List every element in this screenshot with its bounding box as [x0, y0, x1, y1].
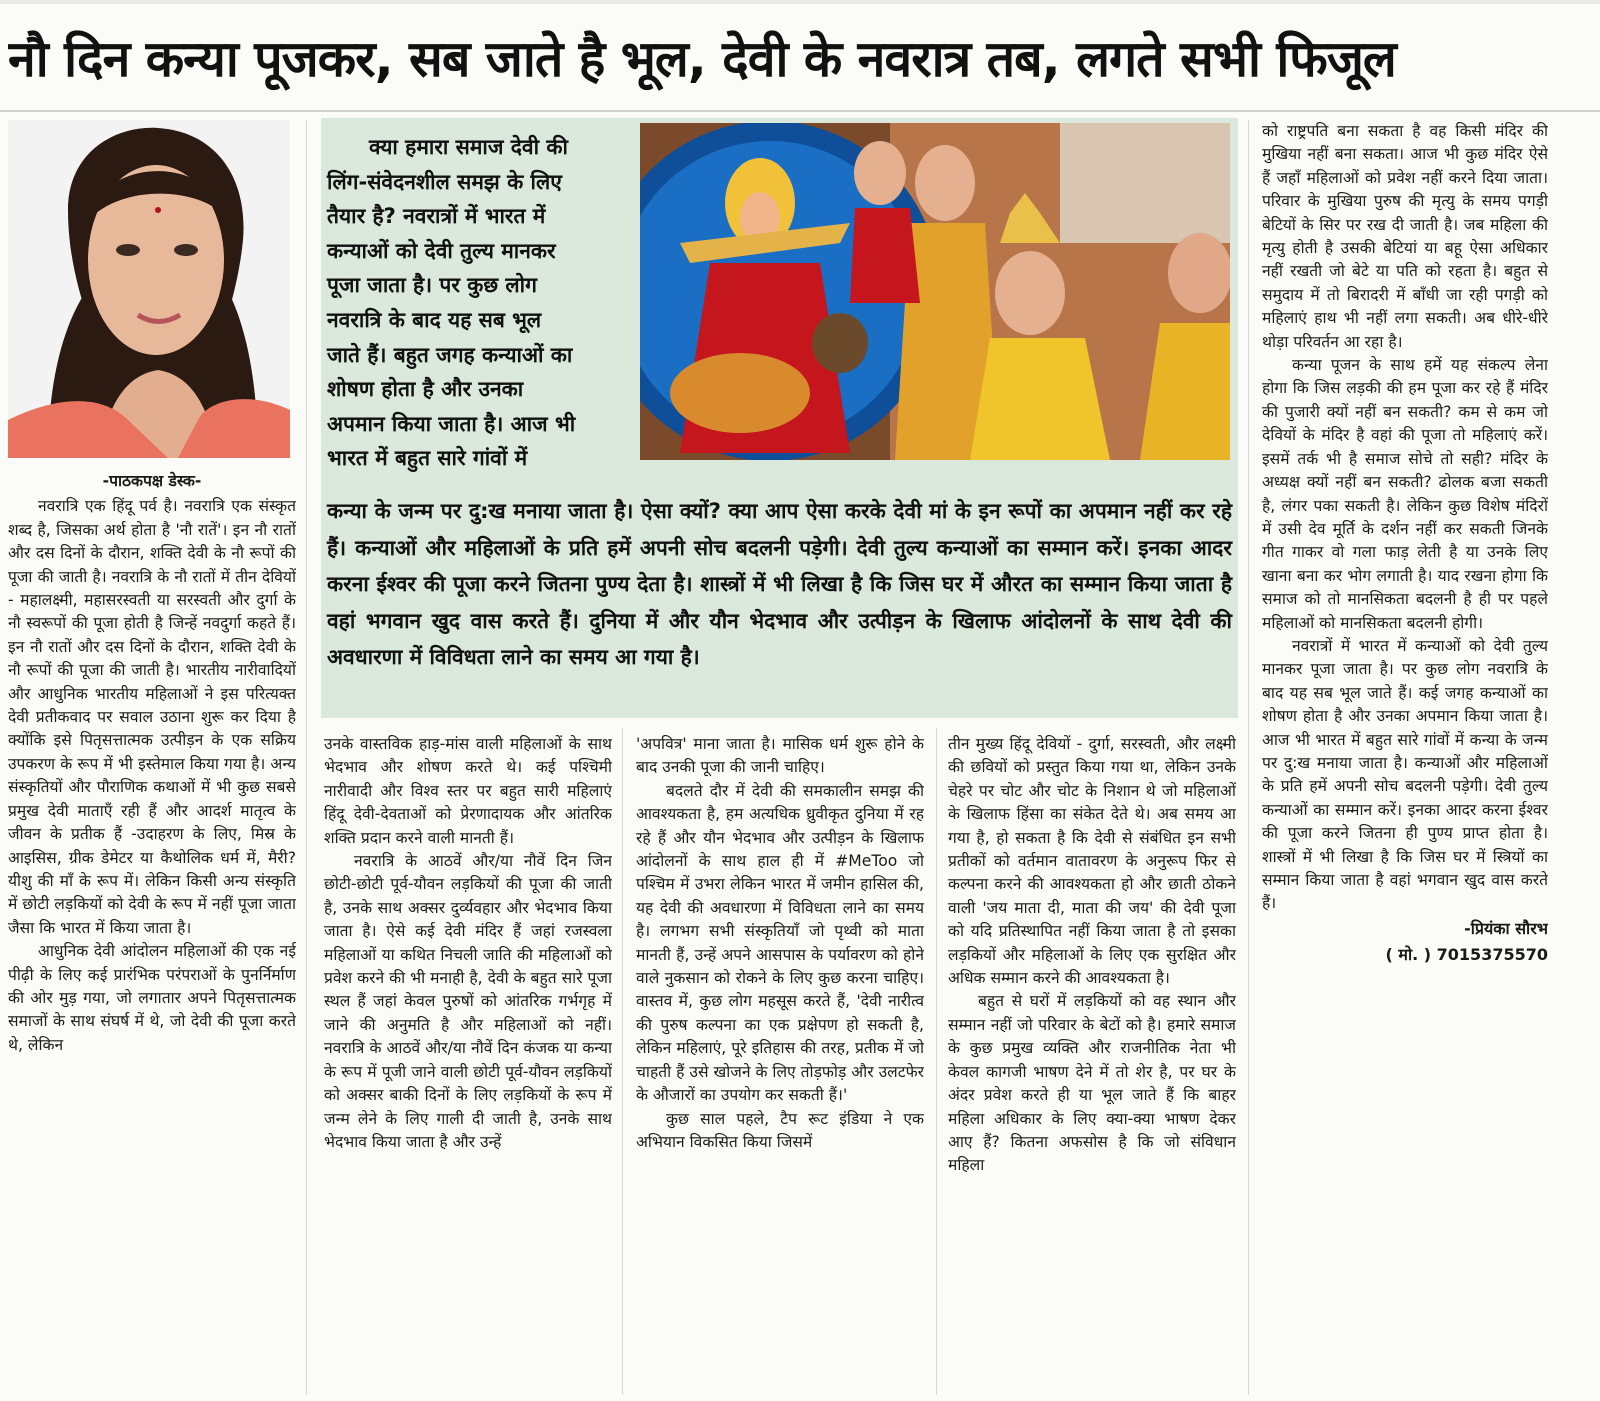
col3-paragraph: 'अपवित्र' माना जाता है। मासिक धर्म शुरू होने के बाद उनकी पूजा की जानी चाहिए।: [636, 735, 924, 777]
highlight-line: नवरात्रि के बाद यह सब भूल: [327, 307, 542, 332]
highlight-line: कन्याओं को देवी तुल्य मानकर: [327, 238, 556, 263]
col3-paragraph: कुछ साल पहले, टैप रूट इंडिया ने एक अभियान विकसित किया जिसमें: [636, 1109, 924, 1151]
col5-paragraph: कन्या पूजन के साथ हमें यह संकल्प लेना होगा कि जिस लड़की की हम पूजा कर रहे हैं मंदिर की पुजारी क्यों नहीं बन सकती? कम से कम जो देवियों के मंदिर है वहां की पूजा तो महिलाएं करें। इसमें तर्क भी है समाज सोचे तो सही? मंदिर के अध्यक्ष क्यों नहीं बन सकती? ढोलक बजा सकती है, लंगर पका सकती है। लेकिन कुछ विशेष मंदिरों में उसी देव मूर्ति के दर्शन नहीं कर सकती जिनके गीत गाकर वो गला फाड़ लेती है या उनके लिए खाना बना कर भोग लगाती है। याद रखना होगा कि समाज को तो मानसिकता बदलनी है ही पर पहले महिलाओं को मानसिकता बदलनी होगी।: [1262, 356, 1548, 632]
col4-paragraph: तीन मुख्य हिंदू देवियों - दुर्गा, सरस्वती, और लक्ष्मी की छवियों को प्रस्तुत किया गया था, लेकिन उनके चेहरे पर चोट और चोट के निशान थे जो महिलाओं के खिलाफ हिंसा का संकेत देते थे। अब समय आ गया है, हो सकता है कि देवी से संबंधित इन सभी प्रतीकों को वर्तमान वातावरण के अनुरूप फिर से कल्पना करने की आवश्यकता हो और छाती ठोकने वाली 'जय माता दी, माता की जय' की देवी पूजा को यदि प्रतिस्थापित नहीं किया जाता है तो इसका लड़कियों और महिलाओं के लिए एक सुरक्षित और अधिक सम्मान करने की आवश्यकता है।: [948, 735, 1236, 988]
durga-kanya-photo: [640, 123, 1230, 460]
column-divider: [622, 728, 623, 1395]
column-2: [324, 733, 612, 1395]
highlight-intro: [327, 130, 637, 476]
highlight-line: पूजा जाता है। पर कुछ लोग: [327, 273, 537, 298]
column-5: [1262, 120, 1548, 1395]
highlight-line: शोषण होता है और उनका: [327, 377, 524, 402]
col1-paragraph: नवरात्रि एक हिंदू पर्व है। नवरात्रि एक संस्कृत शब्द है, जिसका अर्थ होता है 'नौ रातें'। इन नौ रातों और दस दिनों के दौरान, शक्ति देवी के नौ रूपों की पूजा की जाती है। नवरात्रि के नौ रातों में तीन देवियों - महालक्ष्मी, महासरस्वती या सरस्वती और दुर्गा के नौ स्वरूपों की पूजा होती है जिन्हें नवदुर्गा कहते हैं। इन नौ रातों और दस दिनों के दौरान, शक्ति देवी के नौ रूपों की पूजा की जाती है। भारतीय नारीवादियों और आधुनिक भारतीय महिलाओं ने इस परित्यक्त देवी प्रतीकवाद पर सवाल उठाना शुरू कर दिया है क्योंकि इसे पितृसत्तात्मक उत्पीड़न के एक सक्रिय उपकरण के रूप में भी इस्तेमाल किया गया है। अन्य संस्कृतियों और पौराणिक कथाओं में भी कुछ सबसे प्रमुख देवी माताएँ रही हैं और आदर्श मातृत्व के जीवन के प्रतीक हैं -उदाहरण के लिए, मिस्र के आइसिस, ग्रीक डेमेटर या कैथोलिक धर्म में, मैरी? यीशु की माँ के रूप में। लेकिन किसी अन्य संस्कृति में छोटी लड़कियों को देवी के रूप में नहीं पूजा जाता जैसा कि भारत में किया जाता है।: [8, 497, 296, 937]
author-photo: [8, 120, 290, 458]
col2-paragraph: नवरात्रि के आठवें और/या नौवें दिन जिन छोटी-छोटी पूर्व-यौवन लड़कियों की पूजा की जाती है, उनके साथ अक्सर दुर्व्यवहार और भेदभाव किया जाता है। ऐसे कई देवी मंदिर हैं जहां रजस्वला महिलाओं या कथित निचली जाति की महिलाओं को प्रवेश करने की भी मनाही है, देवी के बहुत सारे पूजा स्थल हैं जहां केवल पुरुषों को आंतरिक गर्भगृह में जाने की अनुमति है और महिलाओं को नहीं। नवरात्रि के आठवें और/या नौवें दिन कंजक या कन्या के रूप में पूजी जाने वाली छोटी पूर्व-यौवन लड़कियों को अक्सर बाकी दिनों के लिए लड़कियों के रूप में जन्म लेने के लिए गाली दी जाती है, उनके साथ भेदभाव किया जाता है और उन्हें: [324, 852, 612, 1151]
highlight-line: तैयार है? नवरात्रों में भारत में: [327, 204, 546, 229]
column-divider: [936, 728, 937, 1395]
highlight-line: क्या हमारा समाज देवी की: [369, 135, 568, 159]
col1-paragraph: आधुनिक देवी आंदोलन महिलाओं की एक नई पीढ़ी के लिए कई प्रारंभिक परंपराओं के पुनर्निर्माण की ओर मुड़ गया, जो लगातार अपने पितृसत्तात्मक समाजों के साथ संघर्ष में थे, जो देवी की पूजा करते थे, लेकिन: [8, 942, 296, 1054]
col4-paragraph: बहुत से घरों में लड़कियों को वह स्थान और सम्मान नहीं जो परिवार के बेटों को है। हमारे समाज के कुछ प्रमुख व्यक्ति और राजनीतिक नेता भी केवल कागजी भाषण देने में तो शेर है, पर घर के अंदर प्रवेश करते ही या भूल जाते हैं कि बाहर महिला अधिकार के लिए क्या-क्या भाषण देकर आए हैं? कितना अफसोस है कि जो संविधान महिला: [948, 992, 1236, 1175]
highlight-line: अपमान किया जाता है। आज भी: [327, 411, 576, 436]
highlight-line: भारत में बहुत सारे गांवों में: [327, 446, 528, 471]
col2-paragraph: उनके वास्तविक हाड़-मांस वाली महिलाओं के साथ भेदभाव और शोषण करते थे। कई पश्चिमी नारीवादी और विश्व स्तर पर बहुत सारी महिलाएं हिंदू देवी-देवताओं को प्रेरणादायक और आंतरिक शक्ति प्रदान करने वाली मानती हैं।: [324, 735, 612, 847]
headline-rule: [0, 110, 1600, 112]
highlight-line: लिंग-संवेदनशील समझ के लिए: [327, 169, 562, 194]
column-divider: [1248, 120, 1249, 1395]
durga-kanya-image: [640, 123, 1230, 460]
highlight-line: जाते हैं। बहुत जगह कन्याओं का: [327, 342, 573, 367]
column-4: [948, 733, 1236, 1395]
column-divider: [306, 120, 307, 1395]
highlight-body: कन्या के जन्म पर दु:ख मनाया जाता है। ऐसा क्यों? क्या आप ऐसा करके देवी मां के इन रूपों का अपमान नहीं कर रहे हैं। कन्याओं और महिलाओं के प्रति हमें अपनी सोच बदलनी पड़ेगी। देवी तुल्य कन्याओं का सम्मान करें। इनका आदर करना ईश्वर की पूजा करने जितना पुण्य देता है। शास्त्रों में भी लिखा है कि जिस घर में औरत का सम्मान किया जाता है वहां भगवान खुद वास करते हैं। दुनिया में और यौन भेदभाव और उत्पीड़न के खिलाफ आंदोलनों के साथ देवी की अवधारणा में विविधता लाने का समय आ गया है।: [327, 499, 1232, 669]
highlight-box: [321, 118, 1238, 718]
author-signature: -प्रियंका सौरभ: [1464, 918, 1548, 938]
author-desk-label: -पाठकपक्ष डेस्क-: [102, 472, 202, 490]
author-portrait-image: [8, 120, 290, 458]
col5-paragraph: नवरात्रों में भारत में कन्याओं को देवी तुल्य मानकर पूजा जाता है। पर कुछ लोग नवरात्रि के बाद यह सब भूल जाते हैं। कई जगह कन्याओं का शोषण होता है और उनका अपमान किया जाता है। आज भी भारत में बहुत सारे गांवों में कन्या के जन्म पर दु:ख मनाया जाता है। कन्याओं और महिलाओं के प्रति हमें अपनी सोच बदलनी पड़ेगी। देवी तुल्य कन्याओं का सम्मान करें। इनका आदर करना ईश्वर की पूजा करने जितना ही पुण्य प्राप्त होता है। शास्त्रों में भी लिखा है कि जिस घर में स्त्रियों का सम्मान किया जाता है वहां भगवान खुद वास करते हैं।: [1262, 636, 1548, 913]
top-rule: [0, 0, 1600, 4]
col3-paragraph: बदलते दौर में देवी की समकालीन समझ की आवश्यकता है, हम अत्यधिक ध्रुवीकृत दुनिया में रह रहे हैं और यौन भेदभाव और उत्पीड़न के खिलाफ आंदोलनों के साथ हाल ही में #MeToo जो पश्चिम में उभरा लेकिन भारत में जमीन हासिल की, यह देवी की अवधारणा में विविधता लाने का समय है। लगभग सभी संस्कृतियाँ जो पृथ्वी को माता मानती हैं, उन्हें अपने आसपास के पर्यावरण को होने वाले नुकसान को रोकने के लिए कुछ करना चाहिए। वास्तव में, कुछ लोग महसूस करते हैं, 'देवी नारीत्व की पुरुष कल्पना का एक प्रक्षेपण हो सकती है, लेकिन महिलाएं, पूरे इतिहास की तरह, प्रतीक में जो चाहती हैं उसे खोजने के लिए तोड़फोड़ और उलटफेर के औजारों का उपयोग कर सकती हैं।': [636, 781, 924, 1105]
col5-paragraph: को राष्ट्रपति बना सकता है वह किसी मंदिर की मुखिया नहीं बना सकता। आज भी कुछ मंदिर ऐसे हैं जहाँ महिलाओं को प्रवेश नहीं करने दिया जाता। परिवार के मुखिया पुरुष की मृत्यु के समय पगड़ी बेटियों के सिर पर रख दी जाती है। जब महिला की मृत्यु होती है उसकी बेटियां या बहू ऐसा अधिकार नहीं रखती जो बेटे या पति को रहता है। बहुत से समुदाय में तो बिरादरी में बाँधी जा रही पगड़ी को महिलाएं हाथ भी नहीं लगा सकती। अब धीरे-धीरे थोड़ा परिवर्तन आ रहा है।: [1262, 122, 1548, 351]
author-contact: ( मो. ) 7015375570: [1385, 944, 1548, 964]
headline: नौ दिन कन्या पूजकर, सब जाते है भूल, देवी के नवरात्र तब, लगते सभी फिजूल: [8, 30, 1396, 88]
column-3: [636, 733, 924, 1395]
column-1: [8, 470, 296, 1395]
